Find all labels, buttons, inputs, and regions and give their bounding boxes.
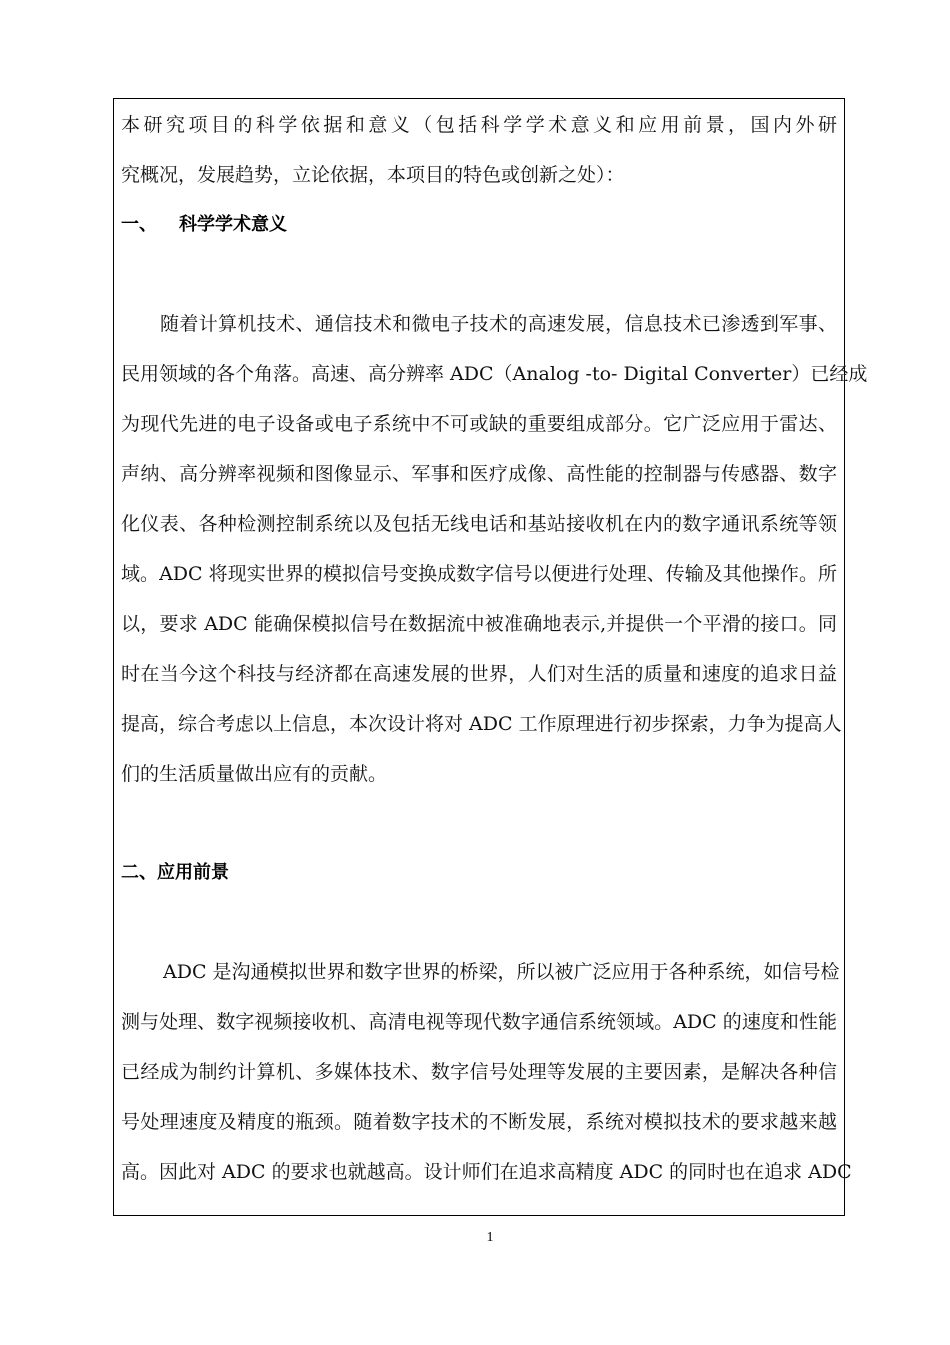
- section-2-line: ADC 是沟通模拟世界和数字世界的桥梁，所以被广泛应用于各种系统，如信号检: [163, 961, 840, 983]
- section-1-line: 域。ADC 将现实世界的模拟信号变换成数字信号以便进行处理、传输及其他操作。所: [121, 563, 837, 585]
- section-1-line: 们的生活质量做出应有的贡献。: [121, 763, 388, 785]
- section-1-line: 声纳、高分辨率视频和图像显示、军事和医疗成像、高性能的控制器与传感器、数字: [121, 463, 837, 485]
- section-1-line: 以，要求 ADC 能确保模拟信号在数据流中被准确地表示,并提供一个平滑的接口。同: [121, 613, 837, 635]
- section-1-line: 时在当今这个科技与经济都在高速发展的世界，人们对生活的质量和速度的追求日益: [121, 663, 837, 685]
- section-1-title: 科学学术意义: [179, 214, 287, 235]
- section-1-number: 一、: [121, 214, 157, 235]
- section-2-line: 测与处理、数字视频接收机、高清电视等现代数字通信系统领域。ADC 的速度和性能: [121, 1011, 837, 1033]
- section-1-line: 化仪表、各种检测控制系统以及包括无线电话和基站接收机在内的数字通讯系统等领: [121, 513, 837, 535]
- section-1-line: 随着计算机技术、通信技术和微电子技术的高速发展，信息技术已渗透到军事、: [160, 313, 837, 335]
- section-2-heading: 二、应用前景: [121, 862, 229, 883]
- section-2-line: 号处理速度及精度的瓶颈。随着数字技术的不断发展，系统对模拟技术的要求越来越: [121, 1111, 837, 1133]
- section-2-line: 高。因此对 ADC 的要求也就越高。设计师们在追求高精度 ADC 的同时也在追求 ADC: [121, 1161, 852, 1183]
- section-1-line: 为现代先进的电子设备或电子系统中不可或缺的重要组成部分。它广泛应用于雷达、: [121, 413, 837, 435]
- form-frame: [113, 98, 868, 1216]
- intro-line-1: 本研究项目的科学依据和意义（包括科学学术意义和应用前景，国内外研: [121, 114, 837, 136]
- section-1-line: 提高，综合考虑以上信息，本次设计将对 ADC 工作原理进行初步探索，力争为提高人: [121, 713, 842, 735]
- section-1-line: 民用领域的各个角落。高速、高分辨率 ADC（Analog -to- Digital Converter）已经成: [121, 363, 868, 385]
- page-number: 1: [486, 1230, 494, 1245]
- section-1-heading: [121, 212, 287, 238]
- intro-line-2: 究概况，发展趋势，立论依据，本项目的特色或创新之处）：: [121, 164, 625, 186]
- section-2-line: 已经成为制约计算机、多媒体技术、数字信号处理等发展的主要因素，是解决各种信: [121, 1061, 837, 1083]
